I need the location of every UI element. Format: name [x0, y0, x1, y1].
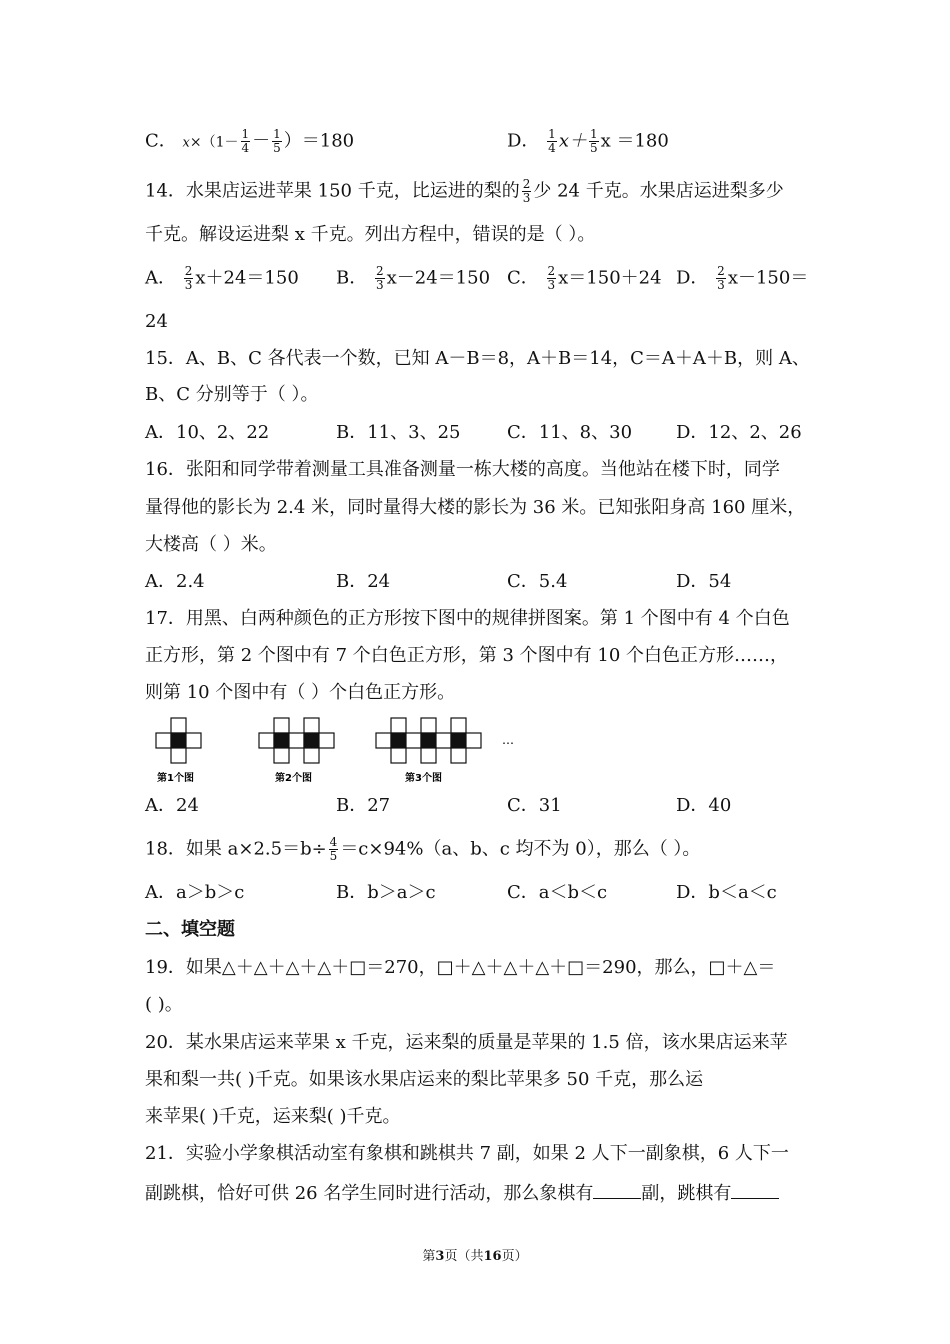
- q20-line1: 20．某水果店运来苹果 x 千克，运来梨的质量是苹果的 1.5 倍，该水果店运来苹: [145, 1032, 788, 1053]
- white-square: [406, 733, 421, 748]
- numerator: 1: [241, 127, 250, 141]
- q16-option-c: C．5.4: [507, 571, 568, 592]
- q20-line3: 来苹果( )千克，运来梨( )千克。: [145, 1106, 401, 1127]
- numerator: 1: [548, 127, 556, 141]
- q16-option-b: B．24: [336, 571, 391, 592]
- denominator: 3: [522, 191, 531, 205]
- q21-line2: [145, 1180, 779, 1206]
- white-square: [436, 733, 451, 748]
- q13-option-d: [507, 128, 669, 155]
- text: ＝c×94%（a、b、c 均不为 0），那么（ ）。: [340, 838, 701, 860]
- denominator: 5: [589, 141, 598, 155]
- expr-part: －: [252, 130, 271, 152]
- numerator: 2: [547, 264, 556, 278]
- q16-line2: 量得他的影长为 2.4 米，同时量得大楼的影长为 36 米。已知张阳身高 160 厘米，: [145, 497, 806, 518]
- q15-option-a: A．10、2、22: [145, 422, 270, 443]
- q16-line1: 16．张阳和同学带着测量工具准备测量一栋大楼的高度。当他站在楼下时，同学: [145, 459, 780, 480]
- q14-option-b: [336, 265, 490, 292]
- q18-option-b: B．b＞a＞c: [336, 882, 436, 903]
- denominator: 4: [548, 141, 556, 155]
- q17-option-c: C．31: [507, 795, 562, 816]
- white-square: [319, 733, 334, 748]
- expr-part: x ＝180: [600, 130, 669, 152]
- footer-text: 第: [422, 1249, 436, 1264]
- expr-part: x＝150＋24: [558, 267, 662, 289]
- q14-option-a: [145, 265, 299, 292]
- ellipsis: …: [502, 733, 514, 747]
- text: 14．水果店运进苹果 150 千克，比运进的梨的: [145, 180, 520, 202]
- section-heading: 二、填空题: [145, 919, 235, 940]
- black-square: [391, 733, 406, 748]
- expr-part: x＋24＝150: [195, 267, 299, 289]
- q15-line2: B、C 分别等于（ ）。: [145, 384, 319, 405]
- white-square: [274, 718, 289, 733]
- denominator: 3: [375, 278, 384, 292]
- q18-option-c: C．a＜b＜c: [507, 882, 608, 903]
- fraction: [522, 178, 532, 205]
- numerator: 2: [184, 264, 193, 278]
- option-label: A．: [145, 267, 176, 289]
- page-number: 3: [435, 1249, 445, 1264]
- white-square: [391, 748, 406, 763]
- text: 副跳棋，恰好可供 26 名学生同时进行活动，那么象棋有: [145, 1183, 594, 1204]
- q16-line3: 大楼高（ ）米。: [145, 534, 277, 555]
- white-square: [304, 718, 319, 733]
- black-square: [171, 733, 186, 748]
- figure-caption-2: 第2个图: [275, 773, 312, 784]
- footer-text: 页）: [501, 1249, 528, 1264]
- q17-option-b: B．27: [336, 795, 391, 816]
- white-square: [259, 733, 274, 748]
- white-square: [186, 733, 201, 748]
- expr-part: ×（1－: [189, 134, 239, 151]
- q17-line1: 17．用黑、白两种颜色的正方形按下图中的规律拼图案。第 1 个图中有 4 个白色: [145, 608, 790, 629]
- q21-line1: 21．实验小学象棋活动室有象棋和跳棋共 7 副，如果 2 人下一副象棋，6 人下一: [145, 1143, 789, 1164]
- pattern-figure: [155, 716, 535, 792]
- fraction: [547, 128, 557, 155]
- q16-option-d: D．54: [676, 571, 732, 592]
- white-square: [156, 733, 171, 748]
- q14-option-c: [507, 265, 662, 292]
- numerator: 2: [522, 177, 531, 191]
- white-square: [289, 733, 304, 748]
- q15-option-c: C．11、8、30: [507, 422, 633, 443]
- expr-part: ）＝180: [283, 130, 355, 152]
- expr-part: x＋: [558, 130, 587, 152]
- black-square: [304, 733, 319, 748]
- figure-caption-3: 第3个图: [405, 773, 442, 784]
- q14-line2: 千克。解设运进梨 x 千克。列出方程中，错误的是（ ）。: [145, 224, 596, 245]
- option-label: B．: [336, 267, 368, 289]
- white-square: [466, 733, 481, 748]
- pattern-svg: [155, 716, 535, 792]
- answer-blank: [731, 1180, 779, 1199]
- denominator: 4: [241, 141, 250, 155]
- q16-option-a: A．2.4: [145, 571, 205, 592]
- numerator: 1: [273, 127, 281, 141]
- text: 少 24 千克。水果店运进梨多少: [533, 180, 784, 202]
- fraction: [375, 265, 385, 292]
- white-square: [451, 748, 466, 763]
- option-label: D．: [676, 267, 709, 289]
- q18-option-a: A．a＞b＞c: [145, 882, 245, 903]
- q19-line2: ( )。: [145, 994, 183, 1015]
- q14-option-d-wrap: 24: [145, 311, 168, 332]
- fraction: [272, 128, 282, 155]
- option-label: C．: [145, 130, 177, 152]
- variable-x: x: [182, 135, 190, 151]
- q18-option-d: D．b＜a＜c: [676, 882, 777, 903]
- white-square: [171, 718, 186, 733]
- numerator: 2: [717, 264, 725, 278]
- fraction: [241, 128, 251, 155]
- white-square: [421, 718, 436, 733]
- fraction: [184, 265, 194, 292]
- q20-line2: 果和梨一共( )千克。如果该水果店运来的梨比苹果多 50 千克，那么运: [145, 1069, 704, 1090]
- q14-line1: [145, 178, 784, 205]
- numerator: 4: [329, 835, 338, 849]
- denominator: 3: [184, 278, 193, 292]
- q15-option-b: B．11、3、25: [336, 422, 461, 443]
- white-square: [391, 718, 406, 733]
- q19-line1: 19．如果△＋△＋△＋△＋□＝270，□＋△＋△＋△＋□＝290，那么，□＋△＝: [145, 957, 776, 978]
- white-square: [451, 718, 466, 733]
- denominator: 3: [547, 278, 556, 292]
- black-square: [421, 733, 436, 748]
- figure-caption-1: 第1个图: [157, 773, 194, 784]
- option-label: D．: [507, 130, 540, 152]
- page-footer: [0, 1245, 950, 1264]
- fraction: [329, 836, 339, 863]
- q17-option-a: A．24: [145, 795, 199, 816]
- q15-line1: 15．A、B、C 各代表一个数，已知 A－B＝8，A＋B＝14，C＝A＋A＋B，则 A、: [145, 348, 810, 369]
- q17-line2: 正方形，第 2 个图中有 7 个白色正方形，第 3 个图中有 10 个白色正方形……，: [145, 645, 789, 666]
- page-total: 16: [483, 1249, 502, 1264]
- white-square: [171, 748, 186, 763]
- fraction: [716, 265, 726, 292]
- q15-option-d: D．12、2、26: [676, 422, 802, 443]
- fraction: [547, 265, 557, 292]
- expr-part: x－150＝: [727, 267, 809, 289]
- expr-part: x－24＝150: [386, 267, 491, 289]
- numerator: 2: [375, 264, 384, 278]
- white-square: [274, 748, 289, 763]
- q17-option-d: D．40: [676, 795, 732, 816]
- black-square: [274, 733, 289, 748]
- denominator: 5: [273, 141, 281, 155]
- white-square: [304, 748, 319, 763]
- white-square: [421, 748, 436, 763]
- q13-option-c: [145, 128, 354, 156]
- denominator: 3: [717, 278, 725, 292]
- option-label: C．: [507, 267, 539, 289]
- answer-blank: [593, 1180, 641, 1199]
- text: 18．如果 a×2.5＝b÷: [145, 838, 327, 860]
- text: 副，跳棋有: [641, 1183, 732, 1204]
- footer-text: 页（共: [444, 1249, 484, 1264]
- q14-option-d: [676, 265, 808, 292]
- white-square: [376, 733, 391, 748]
- q17-line3: 则第 10 个图中有（ ）个白色正方形。: [145, 682, 456, 703]
- denominator: 5: [329, 849, 338, 863]
- fraction: [589, 128, 599, 155]
- q18-line: [145, 836, 700, 863]
- numerator: 1: [589, 127, 598, 141]
- black-square: [451, 733, 466, 748]
